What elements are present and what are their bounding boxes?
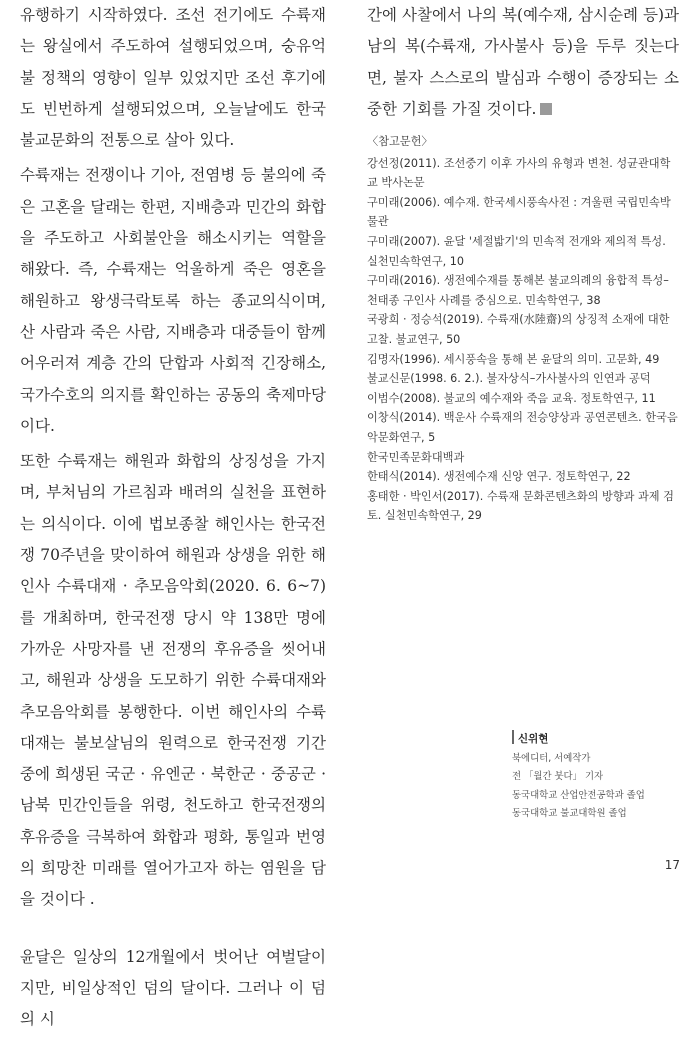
author-accent-bar <box>512 730 514 744</box>
references-title: 〈참고문헌〉 <box>367 135 433 148</box>
body-paragraph: 유행하기 시작하였다. 조선 전기에도 수륙재는 왕실에서 주도하여 설행되었으며, 숭유억불 정책의 영향이 일부 있었지만 조선 후기에도 빈번하게 설행되었으며, 오늘날에도 한국불교문화의 전통으로 살아 있다. <box>20 6 326 150</box>
reference-list <box>367 154 679 526</box>
reference-item: 구미래(2007). 윤달 '세절밟기'의 민속적 전개와 제의적 특성. 실천민속학연구, 10 <box>367 234 666 268</box>
author-info <box>512 730 692 824</box>
author-name-row <box>512 730 692 750</box>
reference-item: 구미래(2006). 예수재. 한국세시풍속사전 : 겨울편 국립민속박물관 <box>367 195 671 229</box>
reference-item: 한국민족문화대백과 <box>367 450 465 464</box>
body-paragraph-text: 간에 사찰에서 나의 복(예수재, 삼시순례 등)과 남의 복(수륙재, 가사불사 등)을 두루 짓는다면, 불자 스스로의 발심과 수행이 증장되는 소중한 기회를 가질 것이다. <box>367 6 679 118</box>
reference-item: 국광희 · 정승석(2019). 수륙재(水陸齋)의 상징적 소재에 대한 고찰. 불교연구, 50 <box>367 313 670 346</box>
reference-item: 불교신문(1998. 6. 2.). 불자상식–가사불사의 인연과 공덕 <box>367 372 651 386</box>
reference-item: 강선정(2011). 조선중기 이후 가사의 유형과 변천. 성균관대학교 박사논문 <box>367 156 671 190</box>
body-paragraph: 수륙재는 전쟁이나 기아, 전염병 등 불의에 죽은 고혼을 달래는 한편, 지배층과 민간의 화합을 주도하고 사회불안을 해소시키는 역할을 해왔다. 즉, 수륙재는 억울하게 죽은 영혼을 해원하고 왕생극락토록 하는 종교의식이며, 산 사람과 죽은 사람, 지배층과 대중들이 함께 어우러져 계층 간의 단합과 사회적 긴장해소, 국가수호의 의지를 확인하는 공동의 축제마당이다. <box>20 166 326 435</box>
author-bio-line: 동국대학교 산업안전공학과 졸업 <box>512 789 645 801</box>
reference-item: 이범수(2008). 불교의 예수재와 죽음 교육. 정토학연구, 11 <box>367 391 656 405</box>
body-paragraph-end <box>367 0 679 125</box>
reference-item: 구미래(2016). 생전예수재를 통해본 불교의례의 융합적 특성–천태종 구인사 사례를 중심으로. 민속학연구, 38 <box>367 274 669 307</box>
body-paragraph: 또한 수륙재는 해원과 화합의 상징성을 가지며, 부처님의 가르침과 배려의 실천을 표현하는 의식이다. 이에 법보종찰 해인사는 한국전쟁 70주년을 맞이하여 해원과 상생을 위한 해인사 수륙대재 · 추모음악회(2020. 6. 6~7)를 개최하며, 한국전쟁 당시 약 138만 명에 가까운 사망자를 낸 전쟁의 후유증을 씻어내고, 해원과 상생을 도모하기 위한 수륙대재와 추모음악회를 봉행한다. 이번 해인사의 수륙대재는 불보살님의 원력으로 한국전쟁 기간 중에 희생된 국군 · 유엔군 · 북한군 · 중공군 · 남북 민간인들을 위령, 천도하고 한국전쟁의 후유증을 극복하여 화합과 평화, 통일과 번영의 희망찬 미래를 열어가고자 하는 염원을 담을 것이다 . <box>20 452 326 909</box>
left-column <box>20 0 326 1040</box>
author-bio-line: 동국대학교 불교대학원 졸업 <box>512 808 627 819</box>
end-mark-icon <box>540 103 552 115</box>
reference-item: 한태식(2014). 생전예수재 신앙 연구. 정토학연구, 22 <box>367 470 631 484</box>
reference-item: 김명자(1996). 세시풍속을 통해 본 윤달의 의미. 고문화, 49 <box>367 352 660 366</box>
paragraph-gap <box>20 920 326 942</box>
body-paragraph: 윤달은 일상의 12개월에서 벗어난 여벌달이지만, 비일상적인 덤의 달이다. 그러나 이 덤의 시 <box>20 947 326 1029</box>
references-section <box>367 132 679 526</box>
author-bio-line: 북에디터, 서예작가 <box>512 752 591 764</box>
reference-item: 홍태한 · 박인서(2017). 수륙재 문화콘텐츠화의 방향과 과제 검토. 실천민속학연구, 29 <box>367 489 674 523</box>
page-number: 17 <box>664 858 680 872</box>
right-column <box>367 0 679 125</box>
reference-item: 이창식(2014). 백운사 수륙재의 전승양상과 공연콘텐츠. 한국음악문화연구, 5 <box>367 411 678 444</box>
author-name: 신위현 <box>518 733 549 745</box>
author-bio-line: 전 「월간 붓다」 기자 <box>512 771 604 782</box>
